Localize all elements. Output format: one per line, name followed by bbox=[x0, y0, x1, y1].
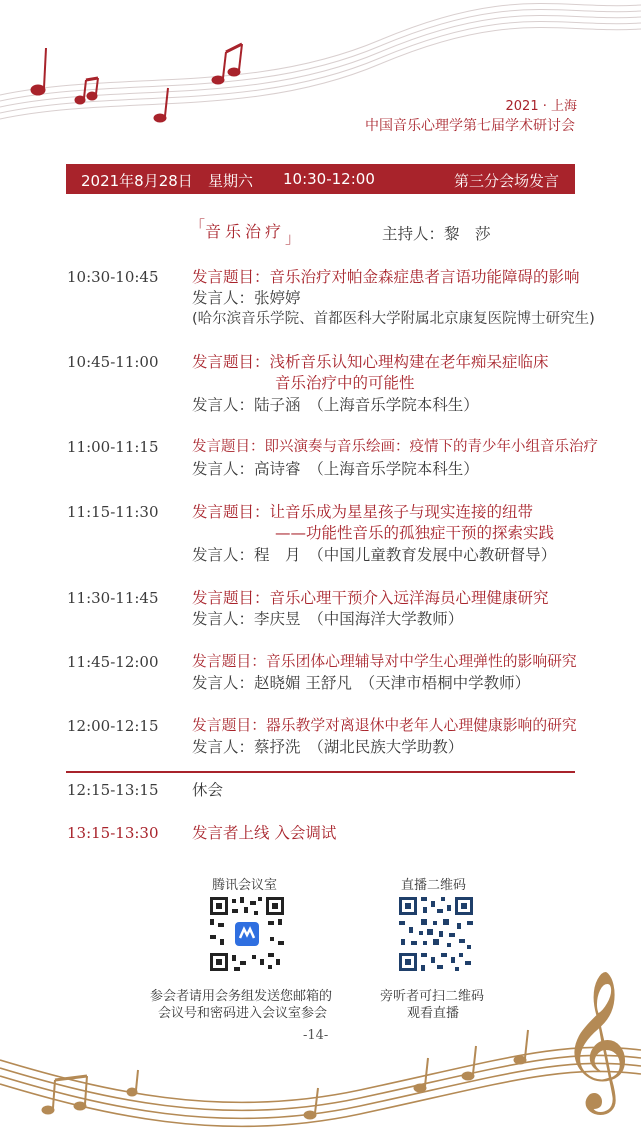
page-number: -14- bbox=[303, 1028, 329, 1043]
talk-time: 11:00-11:15 bbox=[67, 438, 159, 456]
break-label: 休会 bbox=[192, 781, 224, 799]
music-staff-bottom-decoration bbox=[0, 960, 641, 1129]
talk-speaker: 发言人：李庆昱 （中国海洋大学教师） bbox=[192, 610, 464, 628]
treble-clef-icon: 𝄞 bbox=[560, 970, 631, 1109]
talk-topic: 发言题目：浅析音乐认知心理构建在老年痴呆症临床 bbox=[192, 353, 549, 371]
talk-speaker: 发言人：程 月 （中国儿童教育发展中心教研督导） bbox=[192, 546, 557, 564]
talk-topic: 发言题目：音乐治疗对帕金森症患者言语功能障碍的影响 bbox=[192, 268, 580, 286]
online-label: 发言者上线 入会调试 bbox=[192, 824, 337, 842]
online-time: 13:15-13:30 bbox=[67, 824, 159, 842]
talk-time: 11:15-11:30 bbox=[67, 503, 159, 521]
talk-speaker: 发言人：高诗睿 （上海音乐学院本科生） bbox=[192, 460, 479, 478]
qr-left-note-2: 会议号和密码进入会议室参会 bbox=[158, 1006, 328, 1021]
talk-topic: 发言题目：即兴演奏与音乐绘画：疫情下的青少年小组音乐治疗 bbox=[192, 439, 598, 455]
talk-topic-continued: ——功能性音乐的孤独症干预的探索实践 bbox=[275, 524, 555, 542]
bracket-close: 」 bbox=[285, 229, 301, 247]
banner-date: 2021年8月28日 bbox=[81, 172, 193, 190]
qr-left-note-1: 参会者请用会务组发送您邮箱的 bbox=[150, 989, 333, 1004]
talk-time: 10:45-11:00 bbox=[67, 353, 159, 371]
talk-topic: 发言题目：让音乐成为星星孩子与现实连接的纽带 bbox=[192, 503, 534, 521]
qr-right-note-2: 观看直播 bbox=[407, 1006, 460, 1021]
talk-speaker: 发言人：蔡抒洗 （湖北民族大学助教） bbox=[192, 738, 464, 756]
session-host bbox=[382, 222, 491, 244]
session-title-box bbox=[190, 217, 301, 247]
talk-speaker: 发言人：赵晓媚 王舒凡 （天津市梧桐中学教师） bbox=[192, 674, 531, 692]
qr-left-title: 腾讯会议室 bbox=[212, 878, 278, 893]
talk-time: 12:00-12:15 bbox=[67, 717, 159, 735]
section-divider bbox=[66, 771, 575, 773]
talk-time: 11:45-12:00 bbox=[67, 653, 159, 671]
session-title: 音乐治疗 bbox=[205, 222, 286, 241]
bracket-open: 「 bbox=[190, 217, 206, 235]
qr-right-title: 直播二维码 bbox=[401, 878, 467, 893]
banner-time: 10:30-12:00 bbox=[283, 170, 375, 188]
event-year-city: 2021 · 上海 bbox=[505, 99, 577, 114]
talk-speaker: 发言人：陆子涵 （上海音乐学院本科生） bbox=[192, 396, 479, 414]
talk-topic-continued: 音乐治疗中的可能性 bbox=[275, 374, 415, 392]
qr-right-note-1: 旁听者可扫二维码 bbox=[380, 989, 485, 1004]
host-label: 主持人： bbox=[382, 225, 445, 243]
talk-speaker: 发言人：张婷婷 bbox=[192, 289, 301, 307]
talk-time: 10:30-10:45 bbox=[67, 268, 159, 286]
banner-weekday: 星期六 bbox=[208, 172, 254, 190]
talk-topic: 发言题目：器乐教学对离退休中老年人心理健康影响的研究 bbox=[192, 717, 577, 734]
banner-venue: 第三分会场发言 bbox=[453, 172, 559, 190]
talk-topic: 发言题目：音乐心理干预介入远洋海员心理健康研究 bbox=[192, 589, 549, 607]
event-title: 中国音乐心理学第七届学术研讨会 bbox=[365, 118, 575, 134]
talk-affiliation: (哈尔滨音乐学院、首都医科大学附属北京康复医院博士研究生) bbox=[192, 311, 595, 327]
break-time: 12:15-13:15 bbox=[67, 781, 159, 799]
talk-topic: 发言题目：音乐团体心理辅导对中学生心理弹性的影响研究 bbox=[192, 653, 577, 670]
talk-time: 11:30-11:45 bbox=[67, 589, 159, 607]
host-name: 黎 莎 bbox=[444, 225, 491, 243]
schedule-banner bbox=[66, 164, 575, 194]
